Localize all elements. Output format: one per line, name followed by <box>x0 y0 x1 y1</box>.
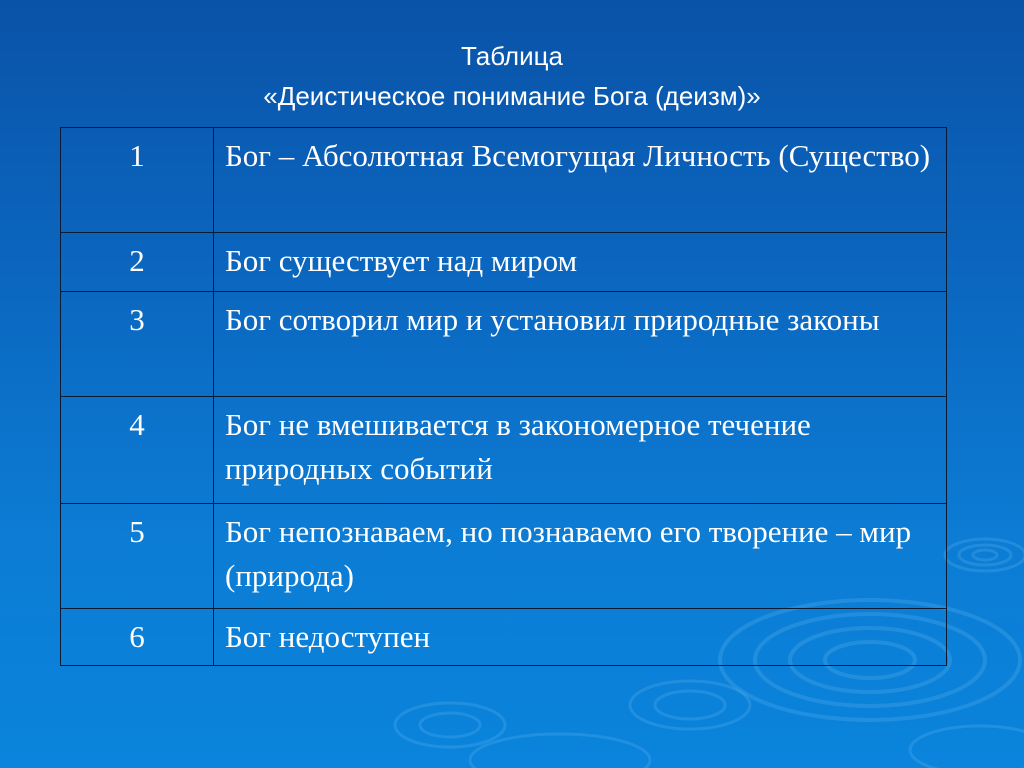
row-text: Бог не вмешивается в закономерное течение природных событий <box>214 397 947 504</box>
table-row <box>61 128 947 233</box>
title-line-1: Таблица <box>461 41 563 71</box>
row-text: Бог существует над миром <box>214 233 947 292</box>
row-number: 6 <box>61 609 214 666</box>
row-text: Бог сотворил мир и установил природные законы <box>214 292 947 397</box>
title-line-2: «Деистическое понимание Бога (деизм)» <box>263 81 761 111</box>
row-text: Бог непознаваем, но познаваемо его творение – мир (природа) <box>214 504 947 609</box>
row-number: 5 <box>61 504 214 609</box>
deism-table <box>60 127 947 666</box>
table-row <box>61 397 947 504</box>
row-number: 3 <box>61 292 214 397</box>
table-row <box>61 292 947 397</box>
row-number: 1 <box>61 128 214 233</box>
table-row <box>61 233 947 292</box>
row-text: Бог – Абсолютная Всемогущая Личность (Существо) <box>214 128 947 233</box>
slide-title <box>0 36 1024 116</box>
table-row <box>61 609 947 666</box>
table-row <box>61 504 947 609</box>
row-number: 4 <box>61 397 214 504</box>
row-number: 2 <box>61 233 214 292</box>
row-text: Бог недоступен <box>214 609 947 666</box>
